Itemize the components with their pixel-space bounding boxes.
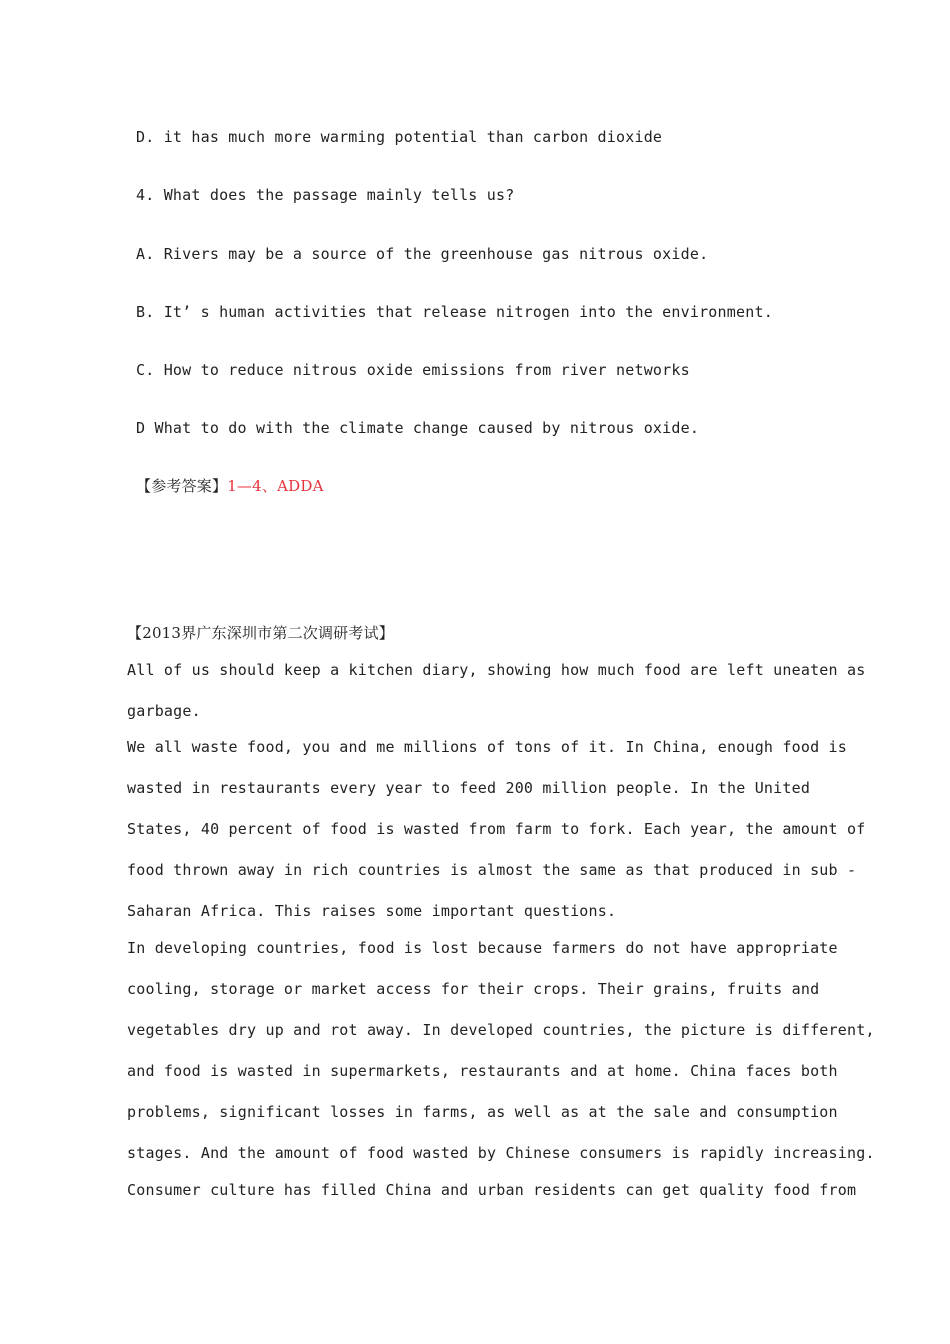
question-4-stem: 4. What does the passage mainly tells us? <box>136 186 515 204</box>
passage-line: cooling, storage or market access for their crops. Their grains, fruits and <box>127 980 820 998</box>
option-d-prev: D. it has much more warming potential than carbon dioxide <box>136 128 663 146</box>
passage-line: In developing countries, food is lost because farmers do not have appropriate <box>127 939 838 957</box>
answer-label: 【参考答案】 <box>136 477 228 495</box>
passage-line: food thrown away in rich countries is almost the same as that produced in sub - <box>127 861 857 879</box>
passage-line: Saharan Africa. This raises some important questions. <box>127 902 617 920</box>
passage-line: problems, significant losses in farms, as well as at the sale and consumption <box>127 1103 838 1121</box>
passage-line: garbage. <box>127 702 201 720</box>
passage-line: Consumer culture has filled China and urban residents can get quality food from <box>127 1181 857 1199</box>
passage-line: stages. And the amount of food wasted by Chinese consumers is rapidly increasing. <box>127 1144 875 1162</box>
passage-line: vegetables dry up and rot away. In developed countries, the picture is different, <box>127 1021 875 1039</box>
passage-line: and food is wasted in supermarkets, restaurants and at home. China faces both <box>127 1062 838 1080</box>
answer-key <box>136 476 324 496</box>
question-4-option-a: A. Rivers may be a source of the greenhouse gas nitrous oxide. <box>136 245 709 263</box>
question-4-option-c: C. How to reduce nitrous oxide emissions from river networks <box>136 361 690 379</box>
question-4-option-b: B. It’ s human activities that release nitrogen into the environment. <box>136 303 773 321</box>
passage-line: All of us should keep a kitchen diary, showing how much food are left uneaten as <box>127 661 866 679</box>
passage-line: States, 40 percent of food is wasted from farm to fork. Each year, the amount of <box>127 820 866 838</box>
passage-line: wasted in restaurants every year to feed 200 million people. In the United <box>127 779 811 797</box>
section-heading: 【2013界广东深圳市第二次调研考试】 <box>127 624 394 642</box>
answer-value: 1—4、ADDA <box>227 477 324 495</box>
question-4-option-d: D What to do with the climate change caused by nitrous oxide. <box>136 419 700 437</box>
passage-line: We all waste food, you and me millions of tons of it. In China, enough food is <box>127 738 847 756</box>
